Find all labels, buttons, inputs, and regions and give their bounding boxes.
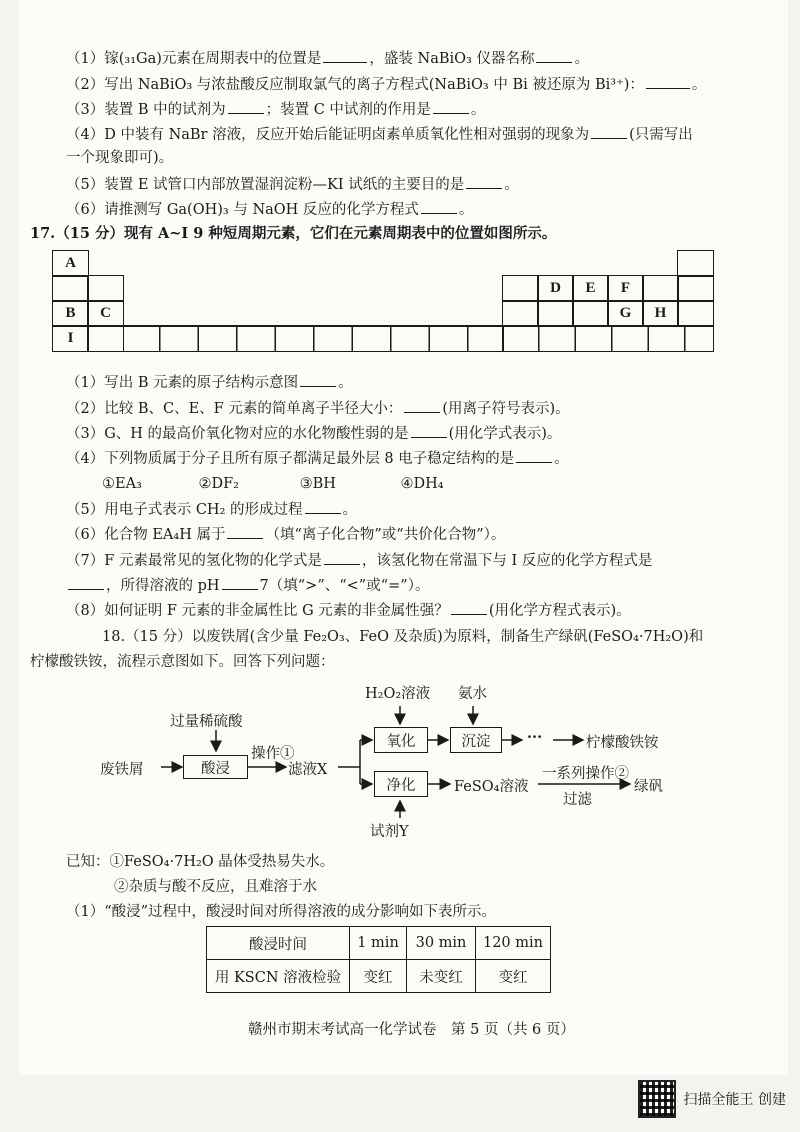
q17-item-2: （2）比较 B、C、E、F 元素的简单离子半径大小： (用离子符号表示)。 xyxy=(66,398,570,419)
q16-item-3: （3）装置 B 中的试剂为 ；装置 C 中试剂的作用是 。 xyxy=(66,99,485,120)
q16-item-1: （1）镓(₃₁Ga)元素在周期表中的位置是 ，盛装 NaBiO₃ 仪器名称 。 xyxy=(66,48,589,69)
q18-item-1: （1）“酸浸”过程中，酸浸时间对所得溶液的成分影响如下表所示。 xyxy=(66,904,497,920)
q17-item-6: （6）化合物 EA₄H 属于 （填“离子化合物”或“共价化合物”）。 xyxy=(66,524,505,545)
q17-item-7-cont: ，所得溶液的 pH 7（填“>”、“<”或“=”）。 xyxy=(66,575,429,596)
q17-item-5: （5）用电子式表示 CH₂ 的形成过程 。 xyxy=(66,499,357,520)
cell-G: G xyxy=(607,300,644,327)
table-row xyxy=(207,960,551,993)
q16-item-5: （5）装置 E 试管口内部放置湿润淀粉—KI 试纸的主要目的是 。 xyxy=(66,174,519,195)
q17-item-1: （1）写出 B 元素的原子结构示意图 。 xyxy=(66,372,353,393)
table-header-cell: 1 min xyxy=(350,927,407,960)
page-footer: 赣州市期末考试高一化学试卷 第 5 页（共 6 页） xyxy=(248,1022,575,1038)
precipitate-box: 沉淀 xyxy=(450,727,502,753)
table-cell: 用 KSCN 溶液检验 xyxy=(207,960,350,993)
q17-item-3: （3）G、H 的最高价氧化物对应的水化物酸性弱的是 (用化学式表示)。 xyxy=(66,423,561,444)
q16-item-2: （2）写出 NaBiO₃ 与浓盐酸反应制取氯气的离子方程式(NaBiO₃ 中 Bi 被还原为 Bi³⁺)： 。 xyxy=(66,74,706,95)
cell-E: E xyxy=(572,275,609,302)
reagent-y-label: 试剂Y xyxy=(370,824,409,840)
q18-intro-2: 柠檬酸铁铵，流程示意图如下。回答下列问题： xyxy=(30,654,335,670)
feso4-label: FeSO₄溶液 xyxy=(454,779,529,795)
q17-item-4: （4）下列物质属于分子且所有原子都满足最外层 8 电子稳定结构的是 。 xyxy=(66,448,569,469)
exam-page xyxy=(18,0,788,1075)
table-cell: 变红 xyxy=(350,960,407,993)
process-flowchart xyxy=(18,680,788,840)
cell-I: I xyxy=(52,325,89,352)
leach-box: 酸浸 xyxy=(183,755,248,779)
cell-C: C xyxy=(87,300,124,327)
known-2: ②杂质与酸不反应，且难溶于水 xyxy=(114,879,317,895)
q17-item-8: （8）如何证明 F 元素的非金属性比 G 元素的非金属性强？ (用化学方程式表示)。 xyxy=(66,600,631,621)
cell-A: A xyxy=(52,250,89,277)
vitriol-label: 绿矾 xyxy=(634,779,663,795)
q16-item-4: （4）D 中装有 NaBr 溶液，反应开始后能证明卤素单质氧化性相对强弱的现象为 (只需写出 xyxy=(66,124,693,145)
op1-label: 操作① xyxy=(251,746,295,762)
scanner-watermark xyxy=(638,1080,786,1118)
known-1: 已知：①FeSO₄·7H₂O 晶体受热易失水。 xyxy=(66,854,335,870)
purify-box: 净化 xyxy=(374,771,428,797)
table-header-cell: 酸浸时间 xyxy=(207,927,350,960)
table-header-cell: 120 min xyxy=(476,927,551,960)
filtrate-label: 滤液X xyxy=(288,762,328,778)
ellipsis: ··· xyxy=(527,729,543,746)
cell-D: D xyxy=(537,275,574,302)
ops2-label: 一系列操作② xyxy=(542,766,629,782)
q18-intro-1: 18.（15 分）以废铁屑(含少量 Fe₂O₃、FeO 及杂质)为原料，制备生产绿矾(FeSO₄·7H₂O)和 xyxy=(102,629,704,645)
q17-item-4-options: ①EA₃ ②DF₂ ③BH ④DH₄ xyxy=(102,476,444,492)
q16-item-6: （6）请推测写 Ga(OH)₃ 与 NaOH 反应的化学方程式 。 xyxy=(66,199,473,220)
watermark-text: 扫描全能王 创建 xyxy=(683,1092,786,1108)
qr-code-icon xyxy=(638,1080,676,1118)
table-cell: 变红 xyxy=(476,960,551,993)
cell-H: H xyxy=(642,300,679,327)
oxidize-box: 氧化 xyxy=(374,727,428,753)
citrate-label: 柠檬酸铁铵 xyxy=(586,735,659,751)
q17-title: 17.（15 分）现有 A~I 9 种短周期元素，它们在元素周期表中的位置如图所示。 xyxy=(30,225,557,242)
table-row xyxy=(207,927,551,960)
h2o2-label: H₂O₂溶液 xyxy=(365,686,431,702)
filter-label: 过滤 xyxy=(563,792,592,808)
cell-B: B xyxy=(52,300,89,327)
q16-item-4-cont: 一个现象即可)。 xyxy=(66,150,174,166)
cell-F: F xyxy=(607,275,644,302)
acid-label: 过量稀硫酸 xyxy=(170,714,243,730)
ammonia-label: 氨水 xyxy=(458,686,487,702)
acid-leach-table xyxy=(206,926,551,993)
periodic-table xyxy=(52,250,718,354)
table-header-cell: 30 min xyxy=(407,927,476,960)
scrap-label: 废铁屑 xyxy=(100,762,144,778)
q17-item-7: （7）F 元素最常见的氢化物的化学式是 ，该氢化物在常温下与 I 反应的化学方程式是 xyxy=(66,550,652,571)
table-cell: 未变红 xyxy=(407,960,476,993)
